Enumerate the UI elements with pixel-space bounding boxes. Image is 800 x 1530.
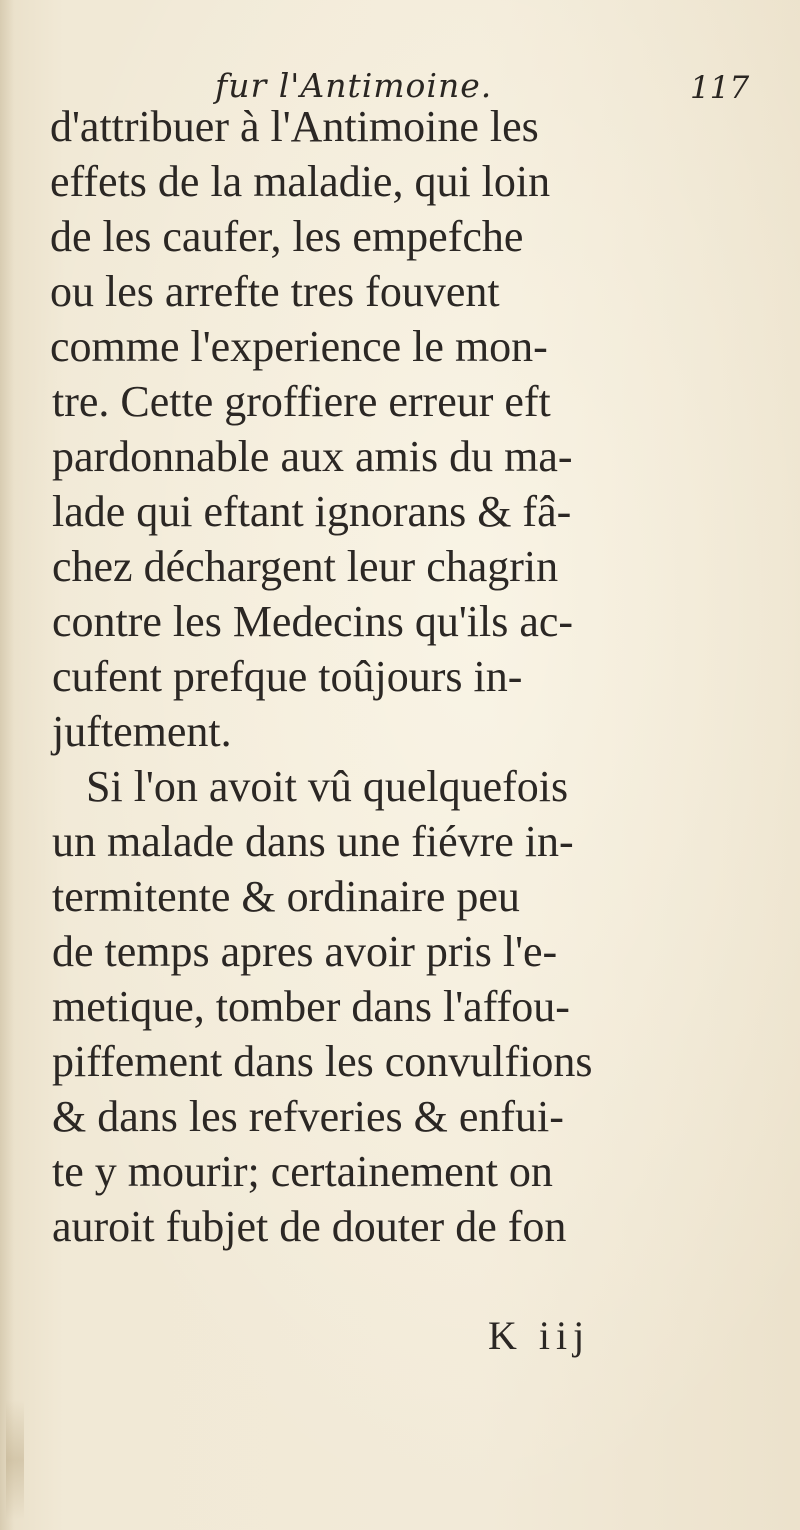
page-number: 117 <box>690 70 750 106</box>
page-gutter <box>0 0 14 1530</box>
text-line: juftement. <box>52 707 232 756</box>
paper-stain <box>6 1400 24 1520</box>
text-line: effets de la maladie, qui loin <box>50 157 551 206</box>
text-line: cufent prefque toûjours in- <box>52 652 523 701</box>
text-line: de les caufer, les empefche <box>50 212 524 261</box>
text-line: pardonnable aux amis du ma- <box>52 432 573 481</box>
text-line: un malade dans une fiévre in- <box>52 817 574 866</box>
running-title: fur l'Antimoine. <box>215 66 493 105</box>
text-line: d'attribuer à l'Antimoine les <box>50 102 539 151</box>
text-line: Si l'on avoit vû quelquefois <box>86 762 569 811</box>
text-line: piffement dans les convulfions <box>52 1037 593 1086</box>
catchword-signature: K iij <box>488 1313 591 1358</box>
text-line: lade qui eftant ignorans & fâ- <box>52 487 572 536</box>
text-line: de temps apres avoir pris l'e- <box>52 927 558 976</box>
text-line: tre. Cette groffiere erreur eft <box>52 377 551 426</box>
text-line: chez déchargent leur chagrin <box>52 542 559 591</box>
text-line: termitente & ordinaire peu <box>52 872 520 921</box>
text-line: metique, tomber dans l'affou- <box>52 982 570 1031</box>
text-line: & dans les refveries & enfui- <box>52 1092 564 1141</box>
text-line: ou les arrefte tres fouvent <box>50 267 500 316</box>
text-line: auroit fubjet de douter de fon <box>52 1202 567 1251</box>
text-line: te y mourir; certainement on <box>52 1147 553 1196</box>
text-line: contre les Medecins qu'ils ac- <box>52 597 574 646</box>
text-line: comme l'experience le mon- <box>50 322 548 371</box>
